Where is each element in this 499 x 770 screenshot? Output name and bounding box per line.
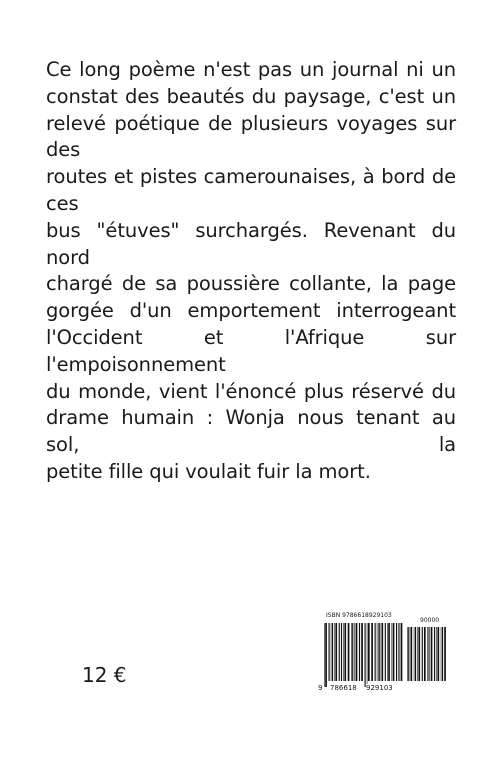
barcode-bar	[371, 623, 373, 681]
barcode-bar	[428, 627, 429, 681]
barcode-bar	[324, 623, 325, 687]
addon-price-code: 90000	[420, 617, 440, 624]
barcode-bar	[410, 627, 412, 681]
barcode-bar	[339, 623, 340, 681]
barcode-bar	[356, 623, 358, 681]
barcode-bar	[334, 623, 335, 681]
barcode-bar	[331, 623, 332, 681]
barcode-bar	[359, 623, 360, 681]
blurb-line: l'Occident et l'Afrique sur l'empoisonnement	[46, 325, 456, 376]
barcode-bar	[379, 623, 380, 681]
isbn-number: 9786618929103	[342, 612, 392, 619]
barcode-bar	[329, 623, 330, 681]
blurb-line: Ce long poème n'est pas un journal ni un	[46, 58, 456, 81]
barcode-bar	[414, 627, 415, 681]
isbn-label: ISBN	[326, 612, 341, 619]
barcode-bar	[335, 623, 337, 681]
barcode-bar	[396, 623, 397, 681]
barcode-bar	[343, 623, 344, 681]
barcode-bar	[381, 623, 383, 681]
barcode-bar	[401, 623, 403, 681]
price-label: 12 €	[82, 663, 127, 687]
barcode-bar	[325, 623, 327, 687]
blurb-line: chargé de sa poussière collante, la page	[46, 272, 456, 296]
barcode-bar	[415, 627, 416, 681]
barcode-bar	[392, 623, 393, 681]
back-cover-blurb	[46, 57, 456, 486]
barcode-bar	[444, 627, 446, 681]
barcode-bar	[417, 627, 418, 681]
barcode-bar	[361, 623, 363, 681]
barcode-bar	[367, 623, 368, 687]
isbn-barcode	[318, 611, 450, 699]
barcode-bar	[408, 627, 409, 681]
barcode-bars-addon	[407, 627, 447, 687]
barcode-bar	[368, 623, 370, 681]
barcode-bar	[378, 623, 379, 681]
barcode-bar	[332, 623, 333, 681]
barcode-bar	[393, 623, 395, 681]
barcode-bar	[354, 623, 355, 681]
blurb-line: drame humain : Wonja nous tenant au sol, la	[46, 406, 456, 457]
blurb-line: routes et pistes camerounaises, à bord de ces	[46, 165, 456, 215]
blurb-line: bus "étuves" surchargés. Revenant du nord	[46, 218, 456, 269]
blurb-line: gorgée d'un emportement interrogeant	[46, 299, 456, 323]
blurb-line: du monde, vient l'énoncé plus réservé du	[46, 379, 456, 403]
barcode-bars-main	[324, 623, 404, 687]
barcode-digit-first: 9	[318, 684, 323, 692]
barcode-bar	[388, 623, 390, 681]
barcode-bar	[442, 627, 443, 681]
isbn-text	[326, 612, 392, 620]
barcode-bar	[399, 623, 400, 681]
blurb-line: constat des beautés du paysage, c'est un	[46, 84, 456, 108]
barcode-bar	[437, 627, 439, 681]
barcode-bar	[424, 627, 426, 681]
barcode-bar	[418, 627, 420, 681]
barcode-bar	[351, 623, 352, 681]
barcode-bar	[385, 623, 386, 681]
barcode-bar	[365, 623, 366, 687]
blurb-line: relevé poétique de plusieurs voyages sur des	[46, 111, 456, 162]
barcode-bar	[387, 623, 388, 681]
blurb-line: petite fille qui voulait fuir la mort.	[46, 459, 371, 483]
barcode-bar	[398, 623, 399, 681]
barcode-bar	[348, 623, 350, 681]
barcode-bar	[436, 627, 437, 681]
barcode-bar	[431, 627, 433, 681]
barcode-bar	[375, 623, 376, 681]
barcode-bar	[352, 623, 353, 681]
barcode-bar	[341, 623, 342, 681]
barcode-bar	[407, 627, 408, 681]
barcode-bar	[441, 627, 442, 681]
barcode-bar	[434, 627, 435, 681]
barcode-bar	[427, 627, 428, 681]
barcode-digits-left: 786618	[330, 684, 357, 692]
barcode-bar	[344, 623, 346, 681]
barcode-bar	[377, 623, 378, 681]
barcode-digits-right: 929103	[366, 684, 393, 692]
barcode-bar	[422, 627, 423, 681]
